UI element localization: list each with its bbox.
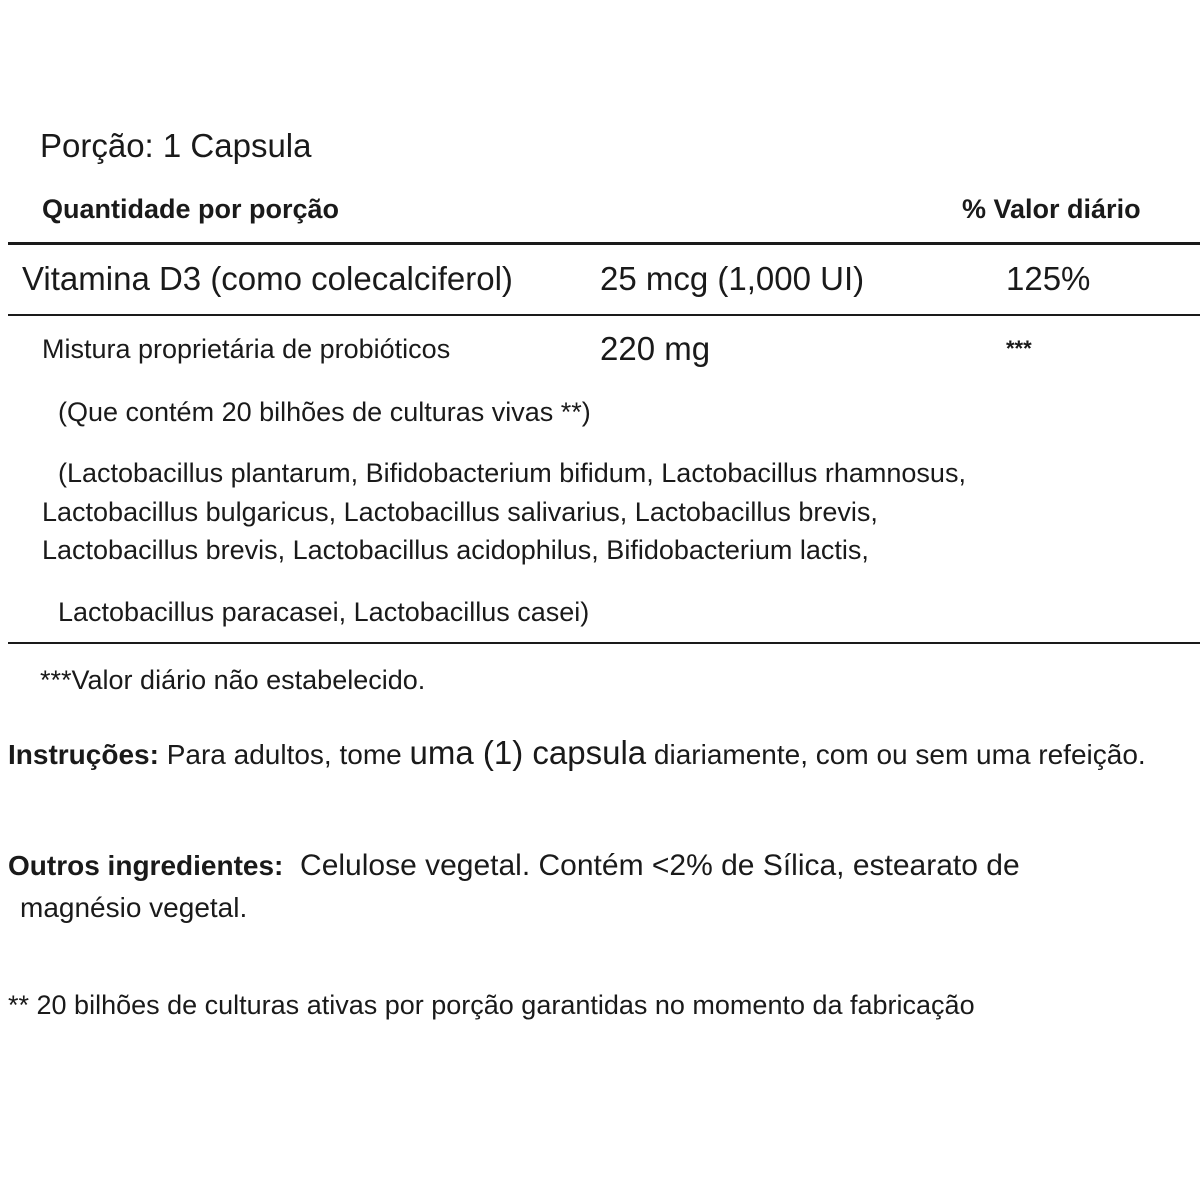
cultures-footnote: ** 20 bilhões de culturas ativas por porção garantidas no momento da fabricação (8, 990, 975, 1020)
other-ingredients (8, 846, 1158, 886)
probiotic-blend-daily-value: *** (1006, 336, 1032, 361)
probiotic-blend-amount: 220 mg (600, 330, 711, 367)
other-ingredients-text: Celulose vegetal. Contém <2% de Sílica, estearato de (283, 849, 1020, 882)
other-ingredients-text-line2: magnésio vegetal. (20, 892, 248, 923)
serving-size: Porção: 1 Capsula (40, 127, 312, 164)
other-ingredients-label: Outros ingredientes: (8, 850, 284, 881)
cultures-note: (Que contém 20 bilhões de culturas vivas **) (58, 397, 591, 427)
row-divider (8, 314, 1200, 316)
daily-value-header: % Valor diário (962, 194, 1141, 224)
probiotic-blend-name: Mistura proprietária de probióticos (42, 334, 451, 364)
amount-per-serving-header: Quantidade por porção (42, 194, 340, 224)
instructions-label: Instruções: (8, 739, 159, 770)
table-bottom-divider (8, 642, 1200, 644)
instructions-dose: uma (1) capsula (409, 734, 647, 771)
strain-line: Lactobacillus bulgaricus, Lactobacillus salivarius, Lactobacillus brevis, (42, 497, 878, 527)
instructions (8, 733, 1158, 775)
instructions-text: Para adultos, tome (158, 739, 410, 770)
daily-value-footnote: ***Valor diário não estabelecido. (40, 665, 426, 695)
vitamin-d3-amount: 25 mcg (1,000 UI) (600, 260, 865, 297)
vitamin-d3-daily-value: 125% (1006, 260, 1091, 297)
strain-line: Lactobacillus brevis, Lactobacillus acidophilus, Bifidobacterium lactis, (42, 535, 869, 565)
strain-line: Lactobacillus paracasei, Lactobacillus casei) (58, 597, 590, 627)
instructions-text-end: diariamente, com ou sem uma refeição. (646, 739, 1146, 770)
strain-line: (Lactobacillus plantarum, Bifidobacterium bifidum, Lactobacillus rhamnosus, (58, 458, 966, 488)
vitamin-d3-name: Vitamina D3 (como colecalciferol) (22, 260, 513, 297)
header-divider (8, 242, 1200, 245)
